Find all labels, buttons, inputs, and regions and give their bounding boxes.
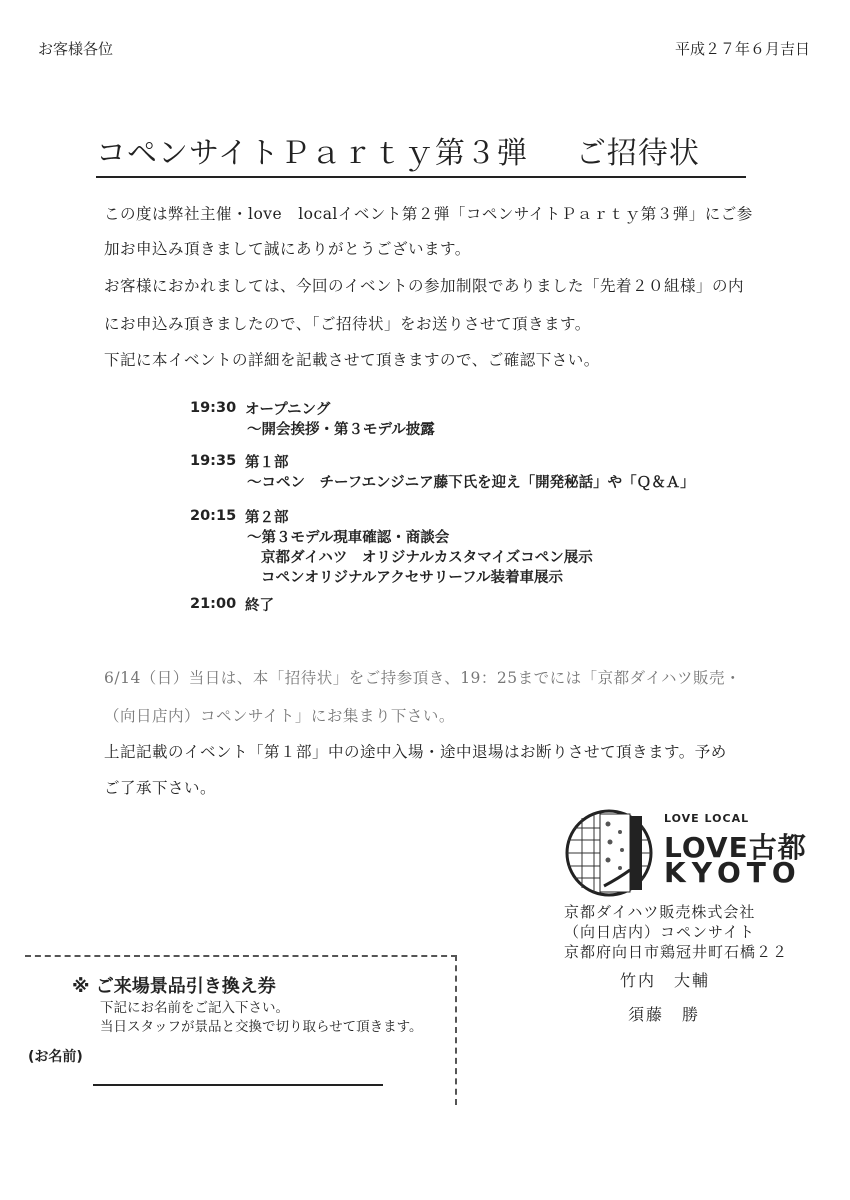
company-block (564, 902, 788, 962)
contact-person: 竹内 大輔 (620, 971, 711, 990)
name-write-line (93, 1082, 383, 1086)
salutation: お客様各位 (38, 40, 114, 58)
schedule-title: 第２部 (245, 510, 289, 526)
intro-line-4: にお申込み頂きましたので、「ご招待状」をお送りさせて頂きます。 (104, 315, 591, 333)
note-line-2: （向日店内）コペンサイト」にお集まり下さい。 (104, 707, 455, 725)
coupon-title: ※ ご来場景品引き換え券 (72, 976, 276, 997)
company-address: 京都府向日市鶏冠井町石橋２２ (564, 943, 789, 961)
company-name: 京都ダイハツ販売株式会社 (564, 903, 756, 921)
schedule-title: 第１部 (245, 455, 289, 471)
coupon-instruction: 当日スタッフが景品と交換で切り取らせて頂きます。 (100, 1019, 423, 1035)
schedule-detail: ～第３モデル現車確認・商談会 (247, 530, 450, 546)
intro-line-1: この度は弊社主催・love localイベント第２弾「コペンサイトＰａｒｔｙ第３弾」にご参 (104, 205, 753, 223)
schedule-title: オープニング (245, 402, 331, 418)
schedule-item (190, 508, 593, 588)
love-kyoto-logo-icon (564, 808, 654, 898)
note-line-3: 上記記載のイベント「第１部」中の途中入場・途中退場はお断りさせて頂きます。予め (104, 743, 727, 761)
issue-date: 平成２７年６月吉日 (674, 40, 810, 58)
brand-name: LOVE古都 (664, 831, 807, 864)
coupon-instruction: 下記にお名前をご記入下さい。 (100, 1000, 289, 1016)
schedule-detail: ～コペン チーフエンジニア藤下氏を迎え「開発秘話」や「Ｑ＆Ａ」 (247, 475, 695, 491)
schedule-title: 終了 (245, 598, 274, 614)
schedule-time: 19:35 (190, 453, 237, 469)
schedule-time: 19:30 (190, 400, 237, 416)
brand-tagline: LOVE LOCAL (664, 812, 750, 825)
name-label: (お名前) (28, 1049, 83, 1065)
note-line-1: 6/14（日）当日は、本「招待状」をご持参頂き、19：25までには「京都ダイハツ販売・ (104, 669, 742, 687)
intro-line-3: お客様におかれましては、今回のイベントの参加制限でありました「先着２０組様」の内 (104, 277, 745, 295)
company-branch: （向日店内）コペンサイト (564, 923, 755, 941)
title-sub: ご招待状 (575, 136, 700, 171)
schedule-item (190, 453, 695, 493)
schedule-item (190, 596, 274, 616)
page-title (96, 128, 746, 178)
note-line-4: ご了承下さい。 (104, 779, 217, 797)
contact-person: 須藤 勝 (628, 1005, 701, 1024)
schedule-item (190, 400, 435, 440)
brand-kyoto: KYOTO (664, 856, 802, 889)
schedule-detail: ～開会挨拶・第３モデル披露 (247, 422, 435, 438)
schedule-detail: 京都ダイハツ オリジナルカスタマイズコペン展示 (261, 550, 593, 566)
intro-line-2: 加お申込み頂きまして誠にありがとうございます。 (104, 240, 471, 258)
schedule-detail: コペンオリジナルアクセサリーフル装着車展示 (261, 570, 564, 586)
schedule-time: 21:00 (190, 596, 237, 612)
title-main: コペンサイトＰａｒｔｙ第３弾 (96, 136, 528, 171)
intro-line-5: 下記に本イベントの詳細を記載させて頂きますので、ご確認下さい。 (104, 351, 600, 369)
schedule-time: 20:15 (190, 508, 237, 524)
